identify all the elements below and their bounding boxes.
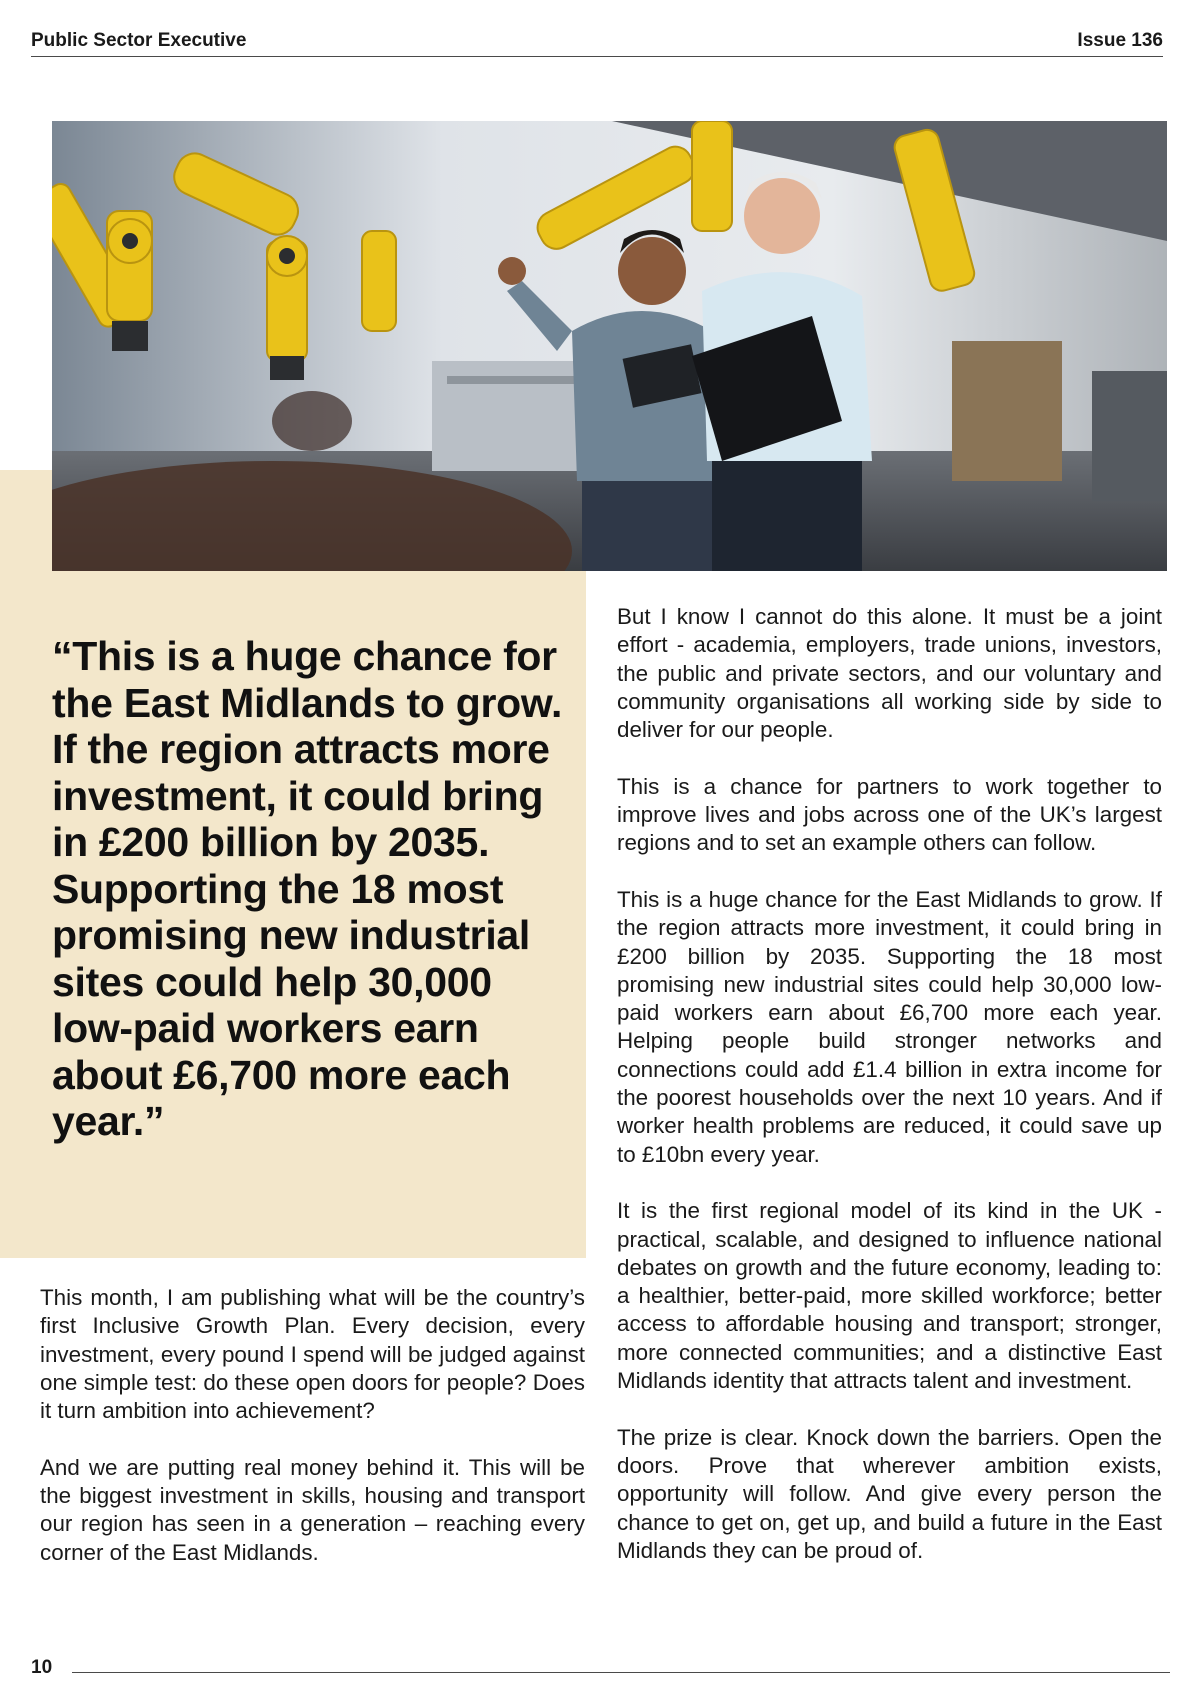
issue-number: Issue 136 [1077, 30, 1163, 51]
left-text-column [40, 1284, 585, 1595]
right-text-column [617, 603, 1162, 1593]
page-header [31, 30, 1163, 57]
paragraph: And we are putting real money behind it. This will be the biggest investment in skills, housing and transport our region has seen in a generation – reaching every corner of the East Midlands. [40, 1454, 585, 1565]
paragraph: The prize is clear. Knock down the barriers. Open the doors. Prove that wherever ambition exists, opportunity will follow. And give every person the chance to get on, get up, and build a future in the East Midlands they can be proud of. [617, 1424, 1162, 1563]
factory-robotics-photo [52, 121, 1167, 571]
page-number: 10 [31, 1657, 53, 1678]
footer-divider [72, 1672, 1170, 1673]
photo-illustration [52, 121, 1167, 571]
paragraph: But I know I cannot do this alone. It must be a joint effort - academia, employers, trade unions, investors, the public and private sectors, and our voluntary and community organisations all working side by side to deliver for our people. [617, 604, 1162, 743]
pull-quote: “This is a huge chance for the East Midlands to grow. If the region attracts more investment, it could bring in £200 billion by 2035. Supporting the 18 most promising new industrial sites could help 30,000 low-paid workers earn about £6,700 more each year.” [52, 633, 563, 1144]
publication-name: Public Sector Executive [31, 30, 247, 51]
paragraph: This month, I am publishing what will be the country’s first Inclusive Growth Plan. Every decision, every investment, every pound I spend will be judged against one simple test: do these open doors for people? Does it turn ambition into achievement? [40, 1285, 585, 1424]
paragraph: This is a huge chance for the East Midlands to grow. If the region attracts more investment, it could bring in £200 billion by 2035. Supporting the 18 most promising new industrial sites could help 30,000 low-paid workers earn about £6,700 more each year. Helping people build stronger networks and connections could add £1.4 billion in extra income for the poorest households over the next 10 years. And if worker health problems are reduced, it could save up to £10bn every year. [617, 886, 1162, 1167]
paragraph: It is the first regional model of its kind in the UK - practical, scalable, and designed to influence national debates on growth and the future economy, leading to: a healthier, better-paid, more skilled workforce; better access to affordable housing and transport; stronger, more connected communities; and a distinctive East Midlands identity that attracts talent and investment. [617, 1198, 1162, 1394]
paragraph: This is a chance for partners to work together to improve lives and jobs across one of the UK’s largest regions and to set an example others can follow. [617, 773, 1162, 856]
